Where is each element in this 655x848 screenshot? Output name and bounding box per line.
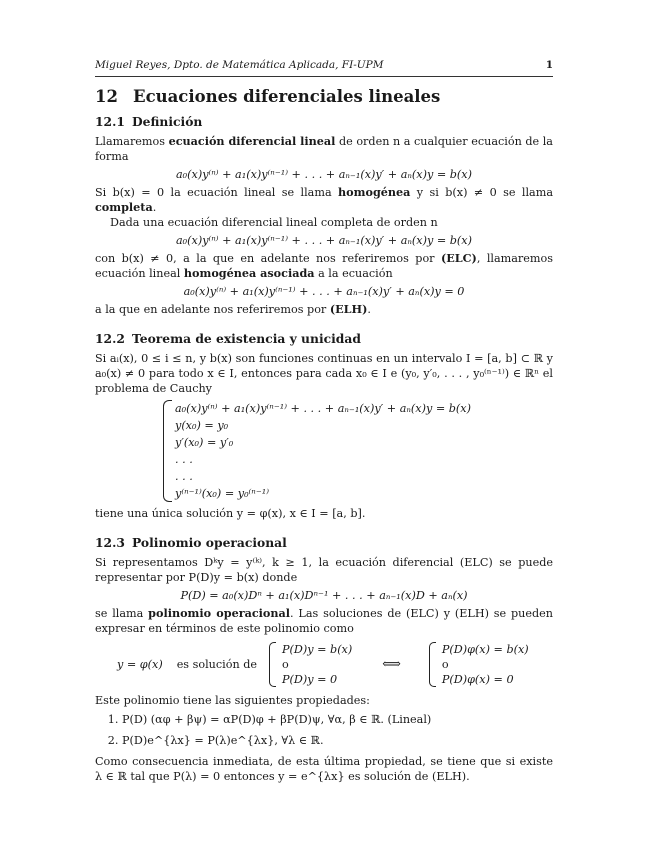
paragraph: Si representamos Dᵏy = y⁽ᵏ⁾, k ≥ 1, la ecuación diferencial (ELC) se puede representar por P(D)y = b(x) donde xyxy=(95,556,553,584)
system-right xyxy=(429,642,529,687)
text: a la que en adelante nos referiremos por xyxy=(95,303,330,316)
text: Llamaremos xyxy=(95,135,169,148)
subsection-number: 12.2 xyxy=(95,331,125,346)
system-left xyxy=(269,642,352,687)
equivalence xyxy=(117,642,553,687)
subsection-title-polinomio xyxy=(95,535,553,550)
left-brace xyxy=(269,642,276,687)
equiv-lhs: y = φ(x) xyxy=(117,658,163,671)
system-line: P(D)y = b(x) xyxy=(282,643,353,656)
equation: a₀(x)y⁽ⁿ⁾ + a₁(x)y⁽ⁿ⁻¹⁾ + . . . + aₙ₋₁(x)y′ + aₙ(x)y = b(x) xyxy=(176,168,472,181)
cauchy-line: y′(x₀) = y′₀ xyxy=(175,436,234,449)
system-line: o xyxy=(441,658,449,671)
cauchy-line: y(x₀) = y₀ xyxy=(175,419,229,432)
paragraph xyxy=(95,606,553,636)
subsection-title-text: Definición xyxy=(132,114,203,129)
text: . xyxy=(152,201,157,214)
system-line: P(D)φ(x) = 0 xyxy=(441,673,514,686)
text: se llama xyxy=(95,607,149,620)
subsection-number: 12.3 xyxy=(95,535,125,550)
paragraph xyxy=(95,134,553,164)
cauchy-line: y⁽ⁿ⁻¹⁾(x₀) = y₀⁽ⁿ⁻¹⁾ xyxy=(175,487,269,500)
page-number: 1 xyxy=(545,59,553,71)
text: . xyxy=(367,303,371,316)
subsection-title-teorema xyxy=(95,331,553,346)
paragraph: Como consecuencia inmediata, de esta última propiedad, se tiene que si existe λ ∈ ℝ tal que P(λ) = 0 entonces y = e^{λx} es solución de (ELH). xyxy=(95,755,553,783)
text: y si b(x) ≠ 0 se llama xyxy=(410,186,553,199)
system-line: o xyxy=(282,658,289,671)
term-bold: polinomio operacional xyxy=(148,606,290,620)
iff-symbol: ⟺ xyxy=(382,657,401,672)
equation: P(D) = a₀(x)Dⁿ + a₁(x)Dⁿ⁻¹ + . . . + aₙ₋₁(x)D + aₙ(x) xyxy=(180,589,468,602)
paragraph xyxy=(95,302,553,317)
paragraph: Dada una ecuación diferencial lineal completa de orden n xyxy=(110,216,438,229)
system-line: P(D)y = 0 xyxy=(282,673,338,686)
subsection-title-definicion xyxy=(95,114,553,129)
left-brace xyxy=(163,400,172,502)
text: Si b(x) = 0 la ecuación lineal se llama xyxy=(95,186,339,199)
paragraph: Si aᵢ(x), 0 ≤ i ≤ n, y b(x) son funciones continuas en un intervalo I = [a, b] ⊂ ℝ y a₀(x) ≠ 0 para todo x ∈ I, entonces para cada x₀ ∈ I e (y₀, y′₀, . . . , y₀⁽ⁿ⁻¹⁾) ∈ ℝⁿ el problema de Cauchy xyxy=(95,352,553,395)
subsection-number: 12.1 xyxy=(95,114,125,129)
term-bold: homogénea asociada xyxy=(183,266,315,280)
text: , llamaremos ecuación lineal xyxy=(95,252,553,280)
paragraph xyxy=(95,251,553,281)
section-number: 12 xyxy=(95,87,118,106)
term-bold: (ELH) xyxy=(329,302,368,316)
list-item: 2. P(D)e^{λx} = P(λ)e^{λx}, ∀λ ∈ ℝ. xyxy=(122,733,553,748)
subsection-title-text: Teorema de existencia y unicidad xyxy=(132,331,361,346)
header-author: Miguel Reyes, Dpto. de Matemática Aplicada, FI-UPM xyxy=(95,59,384,71)
paragraph: tiene una única solución y = φ(x), x ∈ I = [a, b]. xyxy=(95,507,366,520)
cauchy-line: . . . xyxy=(175,453,193,466)
subsection-title-text: Polinomio operacional xyxy=(132,535,287,550)
equation: a₀(x)y⁽ⁿ⁾ + a₁(x)y⁽ⁿ⁻¹⁾ + . . . + aₙ₋₁(x)y′ + aₙ(x)y = 0 xyxy=(183,285,465,298)
system-line: P(D)φ(x) = b(x) xyxy=(441,643,529,656)
list-item: 1. P(D) (αφ + βψ) = αP(D)φ + βP(D)ψ, ∀α, β ∈ ℝ. (Lineal) xyxy=(122,712,553,727)
term-bold: homogénea xyxy=(338,185,411,199)
equiv-text: es solución de xyxy=(176,658,257,671)
section-title-text: Ecuaciones diferenciales lineales xyxy=(133,87,441,106)
cauchy-lines xyxy=(175,400,471,502)
term-bold: ecuación diferencial lineal xyxy=(168,134,336,148)
page xyxy=(95,58,553,784)
term-bold: (ELC) xyxy=(440,251,477,265)
cauchy-system xyxy=(163,400,553,502)
text: a la ecuación xyxy=(314,267,393,280)
text: con b(x) ≠ 0, a la que en adelante nos referiremos por xyxy=(95,252,441,265)
equation: a₀(x)y⁽ⁿ⁾ + a₁(x)y⁽ⁿ⁻¹⁾ + . . . + aₙ₋₁(x)y′ + aₙ(x)y = b(x) xyxy=(176,234,472,247)
text: de orden n a cualquier ecuación de la forma xyxy=(95,135,553,163)
section-title xyxy=(95,89,553,104)
running-header xyxy=(95,58,553,77)
property-list xyxy=(95,712,553,748)
paragraph: Este polinomio tiene las siguientes propiedades: xyxy=(95,694,370,707)
term-bold: completa xyxy=(95,200,153,214)
left-brace xyxy=(429,642,436,687)
text: . Las soluciones de (ELC) y (ELH) se pueden expresar en términos de este polinomio como xyxy=(95,607,553,635)
cauchy-line: . . . xyxy=(175,470,193,483)
paragraph xyxy=(95,185,553,215)
cauchy-line: a₀(x)y⁽ⁿ⁾ + a₁(x)y⁽ⁿ⁻¹⁾ + . . . + aₙ₋₁(x)y′ + aₙ(x)y = b(x) xyxy=(175,402,471,415)
